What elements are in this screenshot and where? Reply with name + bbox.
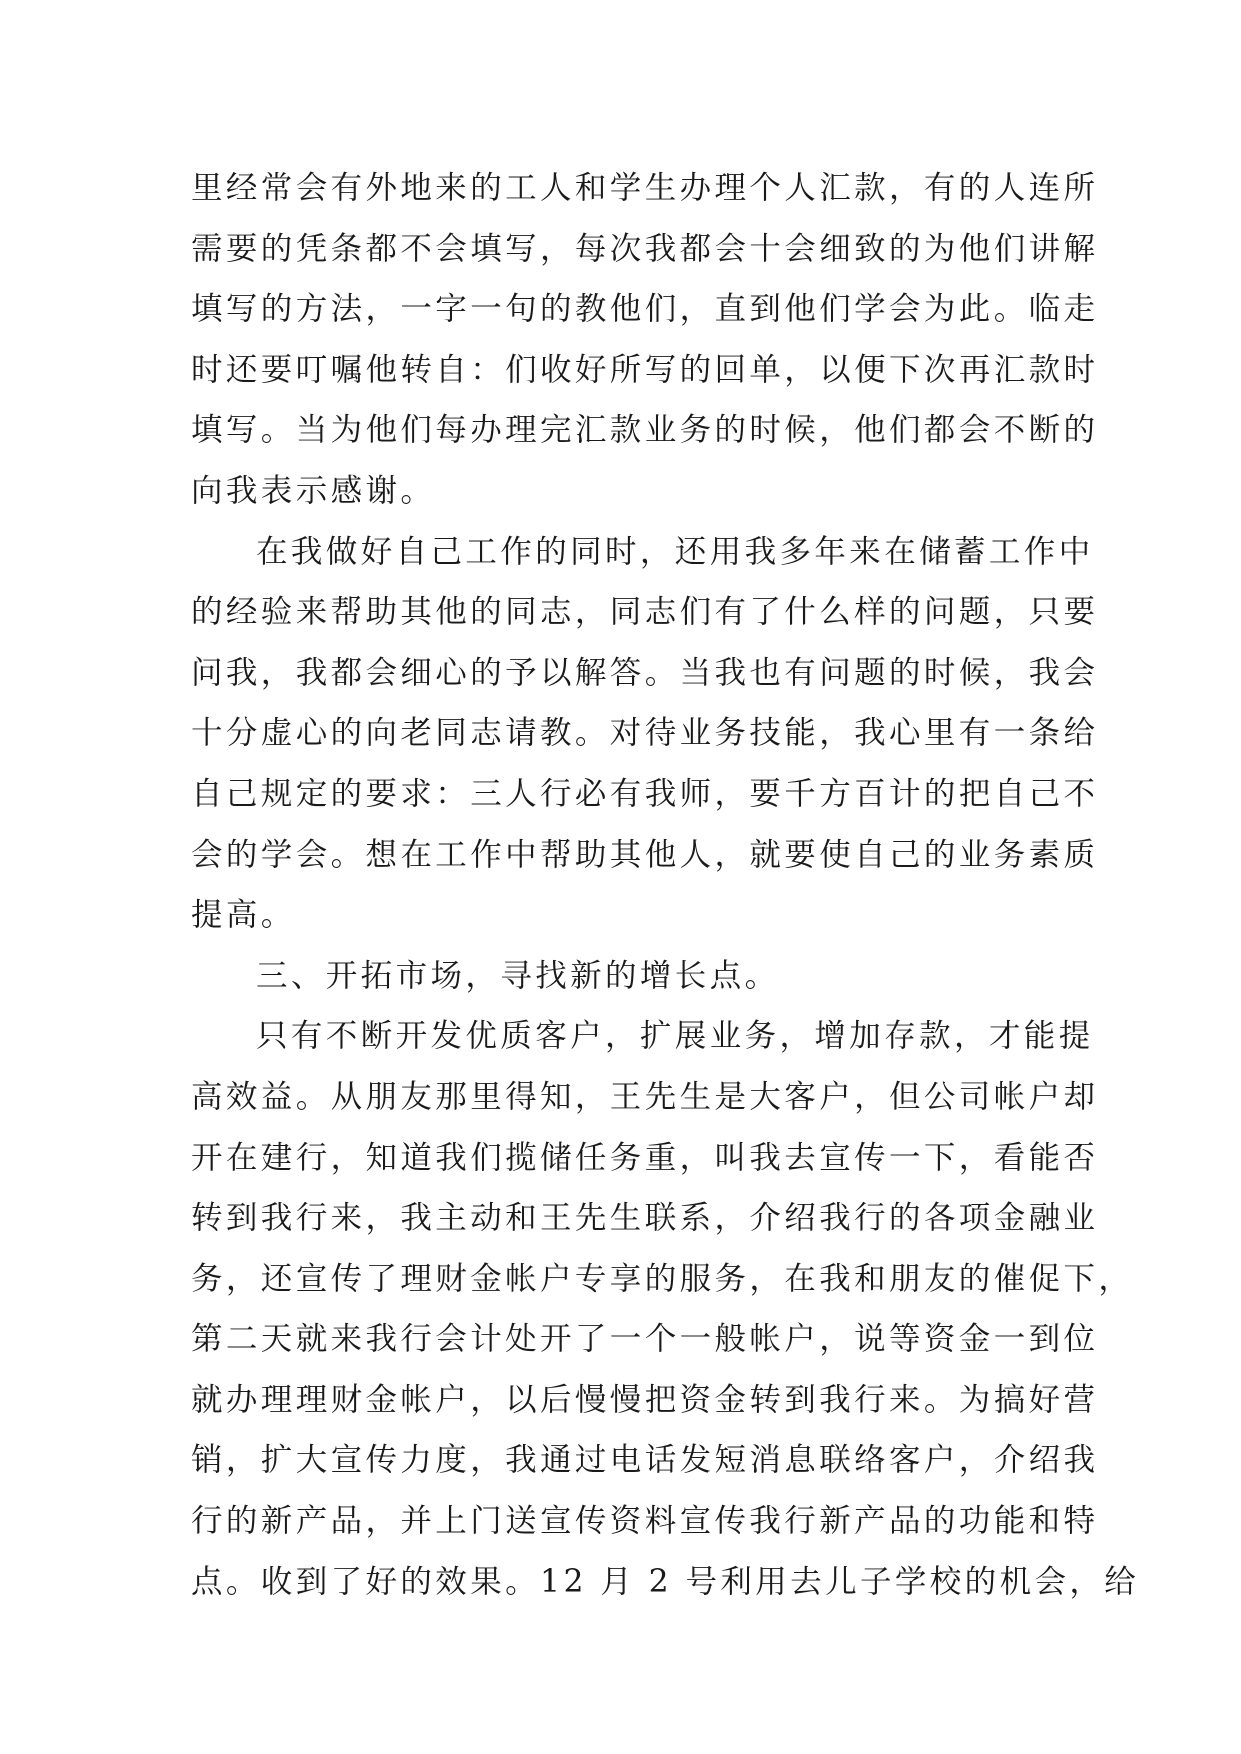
text-line: 第二天就来我行会计处开了一个一般帐户，说等资金一到位 [191, 1321, 1099, 1358]
text-line: 填写的方法，一字一句的教他们，直到他们学会为此。临走 [191, 291, 1099, 328]
text-line: 销，扩大宣传力度，我通过电话发短消息联络客户，介绍我 [191, 1442, 1099, 1479]
paragraph-remittance-help [191, 158, 1099, 522]
text-line: 时还要叮嘱他转自：们收好所写的回单，以便下次再汇款时 [191, 351, 1099, 388]
text-line: 会的学会。想在工作中帮助其他人，就要使自己的业务素质 [191, 836, 1099, 873]
paragraph-customer-development [191, 1006, 1140, 1612]
text-line: 需要的凭条都不会填写，每次我都会十会细致的为他们讲解 [191, 230, 1099, 267]
text-line: 就办理理财金帐户，以后慢慢把资金转到我行来。为搞好营 [191, 1381, 1099, 1418]
text-line: 填写。当为他们每办理完汇款业务的时候，他们都会不断的 [191, 412, 1099, 449]
document-body [191, 158, 1140, 1612]
text-line: 向我表示感谢。 [191, 472, 436, 509]
text-line: 行的新产品，并上门送宣传资料宣传我行新产品的功能和特 [191, 1503, 1099, 1540]
text-line: 自己规定的要求：三人行必有我师，要千方百计的把自己不 [191, 775, 1099, 812]
text-line: 高效益。从朋友那里得知，王先生是大客户，但公司帐户却 [191, 1078, 1099, 1115]
text-line: 的经验来帮助其他的同志，同志们有了什么样的问题，只要 [191, 594, 1099, 631]
text-line: 里经常会有外地来的工人和学生办理个人汇款，有的人连所 [191, 170, 1099, 206]
text-line: 转到我行来，我主动和王先生联系，介绍我行的各项金融业 [191, 1200, 1099, 1237]
paragraph-helping-colleagues [191, 522, 1099, 946]
text-line: 提高。 [191, 897, 296, 934]
text-line: 在我做好自己工作的同时，还用我多年来在储蓄工作中 [256, 533, 1094, 570]
section-heading-market-expansion [191, 946, 1053, 1007]
text-line: 十分虚心的向老同志请教。对待业务技能，我心里有一条给 [191, 715, 1099, 752]
text-line: 问我，我都会细心的予以解答。当我也有问题的时候，我会 [191, 654, 1099, 691]
text-line: 务，还宣传了理财金帐户专享的服务，在我和朋友的催促下， [191, 1260, 1134, 1297]
text-line: 点。收到了好的效果。12 月 2 号利用去儿子学校的机会，给 [191, 1563, 1140, 1600]
section-heading: 三、开拓市场，寻找新的增长点。 [256, 957, 780, 994]
text-line: 只有不断开发优质客户，扩展业务，增加存款，才能提 [256, 1018, 1094, 1055]
text-line: 开在建行，知道我们揽储任务重，叫我去宣传一下，看能否 [191, 1139, 1099, 1176]
